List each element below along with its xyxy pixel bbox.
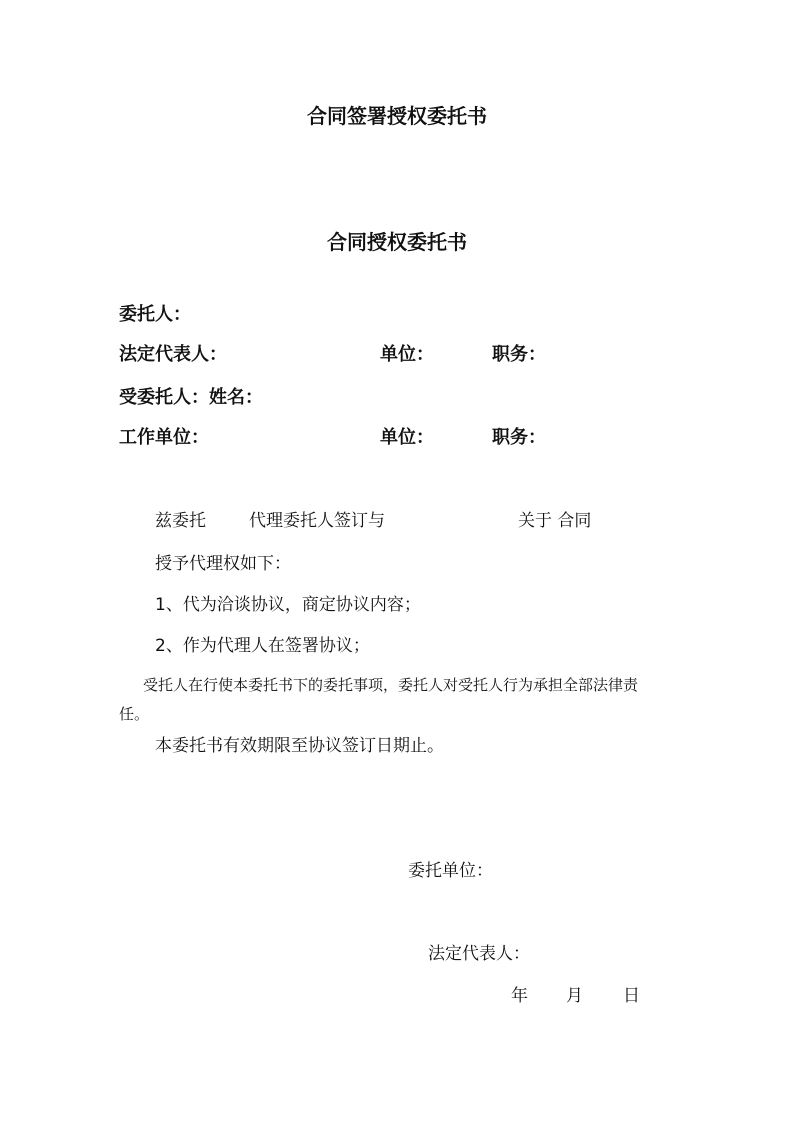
validity-statement: 本委托书有效期限至协议签订日期止。 [155, 736, 444, 756]
document-title: 合同签署授权委托书 [307, 104, 487, 128]
signature-unit-label: 委托单位： [408, 861, 493, 881]
date-day-label: 日 [623, 986, 640, 1006]
authority-item-2: 2、作为代理人在签署协议； [155, 636, 370, 656]
responsibility-line-2: 任。 [119, 705, 150, 723]
work-unit-label: 工作单位： [119, 427, 209, 448]
agent-name-label: 受委托人：姓名： [119, 387, 263, 408]
grant-line: 授予代理权如下： [155, 554, 291, 574]
principal-label: 委托人： [119, 304, 191, 325]
responsibility-line-1: 受托人在行使本委托书下的委托事项，委托人对受托人行为承担全部法律责 [143, 676, 639, 694]
legal-rep-label: 法定代表人： [119, 344, 227, 365]
authority-item-1: 1、代为洽谈协议，商定协议内容； [155, 595, 421, 615]
document-subtitle: 合同授权委托书 [327, 230, 467, 254]
signature-legal-rep-label: 法定代表人： [428, 944, 530, 964]
unit-label-2: 单位： [380, 427, 434, 448]
entrust-text-part1: 兹委托 [155, 511, 206, 531]
position-label-1: 职务： [492, 344, 546, 365]
date-month-label: 月 [566, 986, 583, 1006]
position-label-2: 职务： [492, 427, 546, 448]
date-year-label: 年 [511, 986, 528, 1006]
entrust-text-part2: 代理委托人签订与 [249, 511, 385, 531]
unit-label-1: 单位： [380, 344, 434, 365]
entrust-text-part3: 关于 合同 [518, 511, 592, 531]
